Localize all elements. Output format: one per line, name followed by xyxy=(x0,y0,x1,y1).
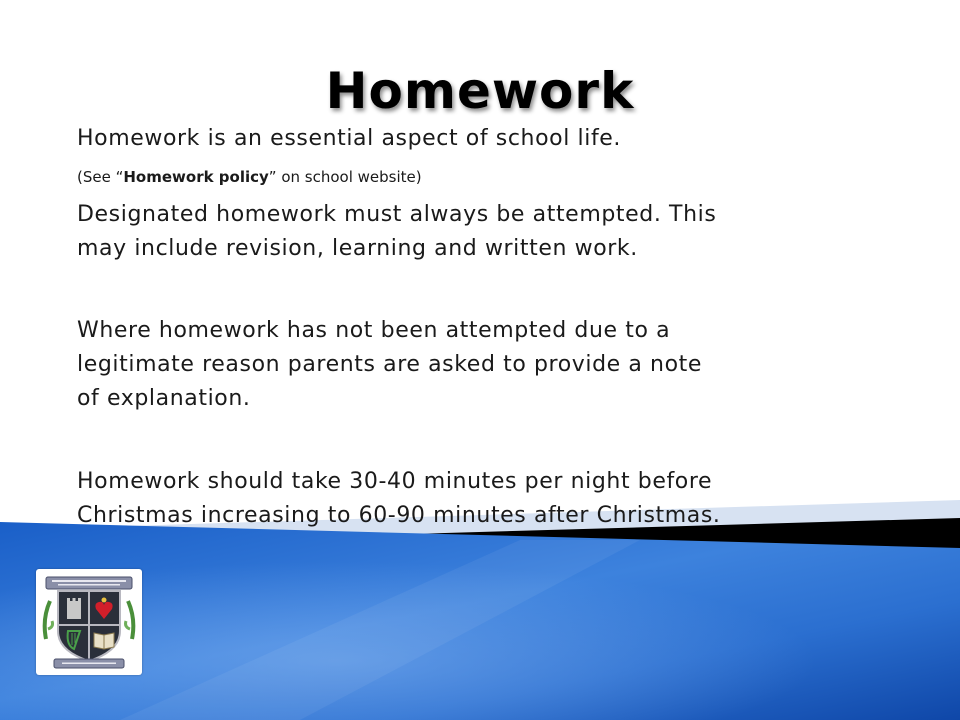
designated-line-1: Designated homework must always be attempted. This xyxy=(77,202,717,227)
not-attempted-line-1: Where homework has not been attempted due to a xyxy=(77,318,671,343)
slide-title: Homework xyxy=(325,62,635,120)
footer-swoosh xyxy=(0,500,960,720)
paragraph-not-attempted xyxy=(77,314,917,416)
paragraph-essential: Homework is an essential aspect of school life. xyxy=(77,126,622,151)
not-attempted-line-2: legitimate reason parents are asked to provide a note xyxy=(77,352,703,377)
paragraph-duration xyxy=(77,465,917,533)
paragraph-designated xyxy=(77,198,917,266)
duration-line-2: Christmas increasing to 60-90 minutes after Christmas. xyxy=(77,503,721,528)
not-attempted-line-3: of explanation. xyxy=(77,386,251,411)
policy-suffix: ” on school website) xyxy=(268,168,422,186)
designated-line-2: may include revision, learning and written work. xyxy=(77,236,638,261)
paragraph-policy-reference xyxy=(77,166,917,188)
school-crest-icon xyxy=(36,569,142,675)
policy-link-text: Homework policy xyxy=(123,168,269,186)
policy-prefix: (See “ xyxy=(77,168,124,186)
duration-line-1: Homework should take 30-40 minutes per night before xyxy=(77,469,713,494)
